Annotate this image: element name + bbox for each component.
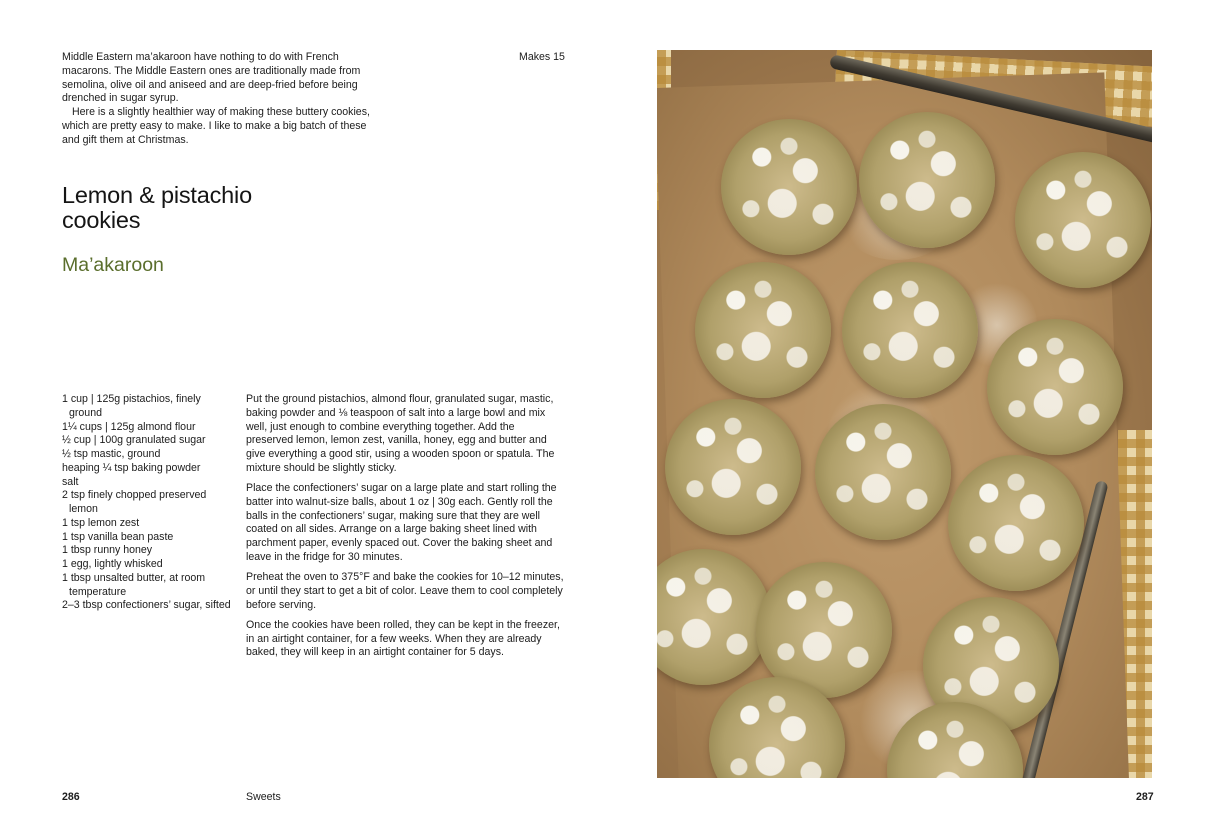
recipe-subtitle: Ma’akaroon bbox=[62, 254, 164, 276]
section-name: Sweets bbox=[246, 791, 281, 803]
ingredient-item: heaping ¼ tsp baking powder bbox=[62, 461, 201, 474]
ingredient-item: salt bbox=[62, 475, 79, 488]
ingredient-item: 1 tbsp runny honey bbox=[62, 544, 153, 557]
recipe-title-text: Lemon & pistachio cookies bbox=[62, 182, 252, 233]
cookie bbox=[842, 262, 978, 398]
ingredient-item: 1 cup | 125g pistachios, finely ground bbox=[62, 393, 201, 419]
cookie bbox=[948, 455, 1084, 591]
recipe-yield: Makes 15 bbox=[519, 51, 565, 63]
cookie bbox=[721, 119, 857, 255]
ingredient-item: 2 tsp finely chopped preserved lemon bbox=[62, 489, 207, 515]
method-step: Once the cookies have been rolled, they can be kept in the freezer, in an airtight container, for a few weeks. When they are already baked, they will keep in an airtight container for 5 days. bbox=[246, 618, 560, 659]
cookie bbox=[1015, 152, 1151, 288]
ingredient-item: ½ tsp mastic, ground bbox=[62, 448, 161, 460]
cookie bbox=[695, 262, 831, 398]
recipe-title bbox=[62, 183, 292, 233]
ingredient-list bbox=[62, 393, 232, 613]
cookie bbox=[815, 404, 951, 540]
method-step: Put the ground pistachios, almond flour, granulated sugar, mastic, baking powder and ⅛ teaspoon of salt into a large bowl and mix well, just enough to combine everything together. Add the preserved lemon, lemon zest, vanilla, honey, egg and butter and give everything a good stir, using a wooden spoon or spatula. The mixture should be slightly sticky. bbox=[246, 393, 555, 474]
cookie-photo bbox=[657, 50, 1152, 778]
ingredient-item: 1 egg, lightly whisked bbox=[62, 558, 163, 570]
method-text bbox=[246, 393, 564, 667]
page-number-right: 287 bbox=[1136, 791, 1154, 803]
ingredient-item: 2–3 tbsp confectioners’ sugar, sifted bbox=[62, 599, 231, 612]
page-number-left: 286 bbox=[62, 791, 80, 803]
method-step: Preheat the oven to 375°F and bake the cookies for 10–12 minutes, or until they start to get a bit of color. Leave them to cool completely before serving. bbox=[246, 571, 564, 611]
ingredient-item: 1 tbsp unsalted butter, at room temperature bbox=[62, 571, 206, 598]
ingredient-item: 1 tsp vanilla bean paste bbox=[62, 530, 174, 543]
ingredient-item: 1 tsp lemon zest bbox=[62, 516, 140, 529]
intro-paragraph: Here is a slightly healthier way of making these buttery cookies, which are pretty easy to make. I like to make a big batch of these and gift them at Christmas. bbox=[62, 106, 370, 146]
intro-text bbox=[62, 51, 382, 148]
ingredient-item: 1¼ cups | 125g almond flour bbox=[62, 420, 196, 433]
method-step: Place the confectioners’ sugar on a large plate and start rolling the batter into walnut-size balls, about 1 oz | 30g each. Gently roll the balls in the confectioners’ sugar, making sure that they are well coated on all sides. Arrange on a large baking sheet lined with parchment paper, evenly spaced out. Cover the baking sheet and leave in the fridge for 30 minutes. bbox=[246, 482, 557, 563]
cookie bbox=[859, 112, 995, 248]
cookie bbox=[665, 399, 801, 535]
cookie bbox=[987, 319, 1123, 455]
ingredient-item: ½ cup | 100g granulated sugar bbox=[62, 434, 206, 447]
intro-paragraph: Middle Eastern ma’akaroon have nothing to do with French macarons. The Middle Eastern ones are traditionally made from semolina, olive oil and aniseed and are deep-fried before being drenched in sugar syrup. bbox=[62, 51, 361, 105]
